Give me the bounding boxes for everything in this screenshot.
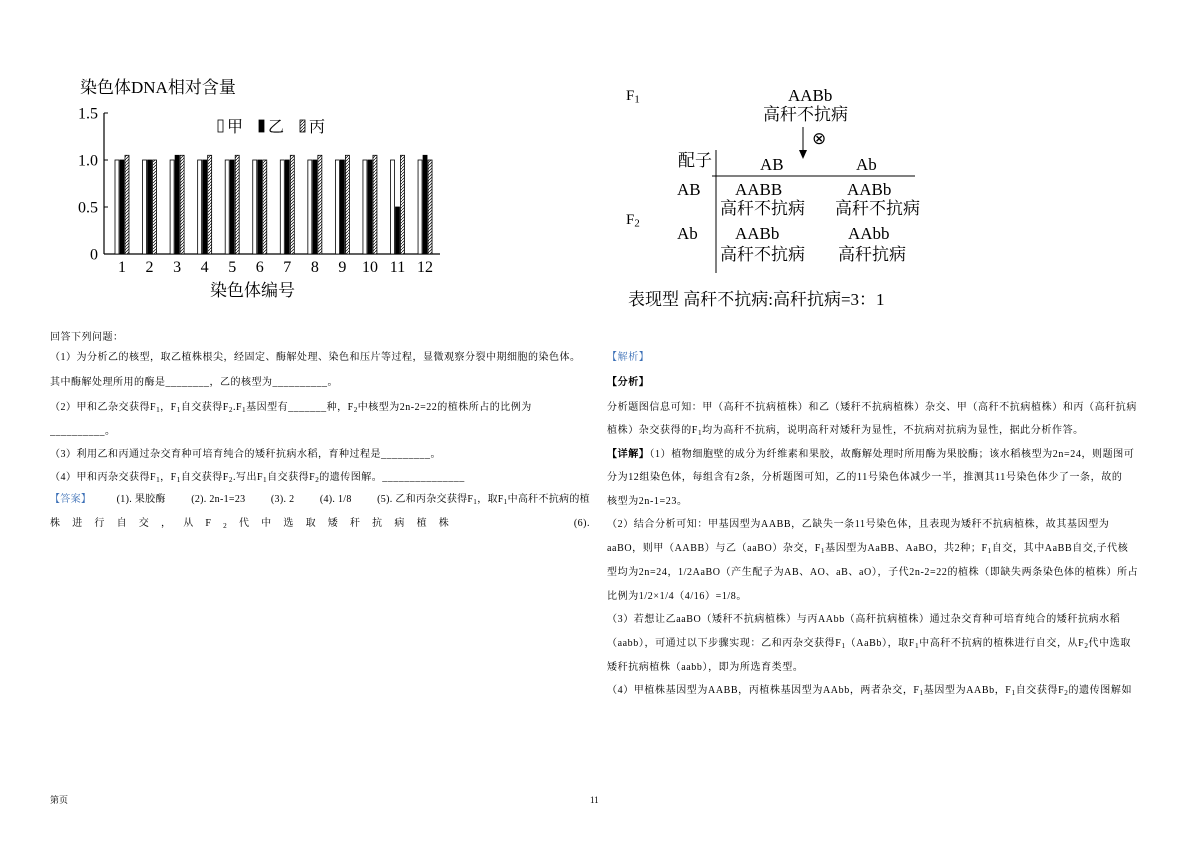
text-run: 株进行自交，从F xyxy=(50,518,224,529)
section-heading: 【详解】 xyxy=(607,449,650,460)
analysis-line xyxy=(607,376,1157,391)
question-line xyxy=(50,471,590,486)
text-run: 植株）杂交获得的F xyxy=(607,425,698,436)
x-tick-label: 11 xyxy=(389,259,406,276)
text-run: ，取F xyxy=(477,494,504,505)
x-tick-label: 10 xyxy=(361,259,378,276)
text-run: 代中选取矮秆抗病植株 xyxy=(238,518,461,529)
text-run: .F xyxy=(232,402,243,413)
x-tick-label: 8 xyxy=(310,259,319,276)
text-run: 自交获得F xyxy=(180,472,229,483)
text-run: （3）利用乙和丙通过杂交育种可培育纯合的矮秆抗病水稻，育种过程是_________。 xyxy=(50,449,441,460)
answer-item: (3). 2 xyxy=(270,494,295,505)
subscript: 2 xyxy=(223,521,239,530)
section-heading: 【分析】 xyxy=(607,377,650,388)
text-run: 其中酶解处理所用的酶是________，乙的核型为__________。 xyxy=(50,377,338,388)
analysis-line xyxy=(607,518,1157,533)
footer-page-label: 第页 xyxy=(50,795,69,805)
text-run: 基因型为AABb，F xyxy=(923,685,1012,696)
subscript: 1 xyxy=(820,546,826,555)
subscript: 1 xyxy=(914,641,920,650)
legend-label: 丙 xyxy=(309,119,326,136)
text-run: 矮秆抗病植株（aabb），即为所选育类型。 xyxy=(607,662,804,673)
f2-generation-label xyxy=(626,210,640,230)
text-run: 的遗传图解如 xyxy=(1068,685,1133,696)
subscript: 1 xyxy=(841,641,846,650)
x-tick-label: 1 xyxy=(118,259,126,276)
selfing-symbol-icon: ⊗ xyxy=(812,129,827,149)
x-tick-label: 9 xyxy=(338,259,347,276)
question-line xyxy=(50,401,590,416)
text-run: （4）甲植株基因型为AABB，丙植株基因型为AAbb，两者杂交，F xyxy=(607,685,920,696)
text-run: （4）甲和丙杂交获得F xyxy=(50,472,157,483)
row-gamete: Ab xyxy=(677,224,698,243)
question-line xyxy=(50,351,590,366)
subscript: 1 xyxy=(697,428,703,437)
analysis-line xyxy=(607,401,1157,416)
legend-label: 甲 xyxy=(227,119,244,136)
offspring-phenotype: 高秆抗病 xyxy=(838,245,906,264)
answer-item: (4). 1/8 xyxy=(319,494,352,505)
offspring-genotype: AAbb xyxy=(848,224,890,243)
subscript: 1 xyxy=(987,546,992,555)
analysis-line xyxy=(607,590,1157,605)
text-run: 基因型有_______种，F xyxy=(246,402,354,413)
text-run: 自交获得F xyxy=(267,472,316,483)
subscript: 1 xyxy=(1011,688,1016,697)
subscript: 2 xyxy=(228,405,233,414)
analysis-heading xyxy=(607,351,1157,366)
text-run: （1）植物细胞壁的成分为纤维素和果胶，故酶解处理时所用酶为果胶酶；该水稻核型为2n=24，则题图可 xyxy=(649,449,1135,460)
text-run: 核型为2n-1=23。 xyxy=(607,496,688,507)
text-run: （aabb），可通过以下步骤实现：乙和丙杂交获得F xyxy=(607,638,842,649)
x-tick-label: 4 xyxy=(200,259,209,276)
f1-generation-label xyxy=(626,86,640,106)
cross-diagram-lines xyxy=(0,0,1200,320)
text-run: __________。 xyxy=(50,426,116,437)
text-run: (5). 乙和丙杂交获得F xyxy=(377,494,474,505)
analysis-line xyxy=(607,661,1157,676)
text-run: 分为12组染色体，每组含有2条，分析题图可知，乙的11号染色体减少一半，推测其11号染色体少了一条，故的 xyxy=(607,472,1123,483)
text-run: （3）若想让乙aaBO（矮秆不抗病植株）与丙AAbb（高秆抗病植株）通过杂交育种可培育纯合的矮秆抗病水稻 xyxy=(607,614,1121,625)
x-tick-label: 12 xyxy=(417,259,434,276)
legend-label: 乙 xyxy=(268,119,285,136)
subscript: 1 xyxy=(156,475,161,484)
answer-tail: (6). xyxy=(573,518,590,529)
subscript: 1 xyxy=(473,497,478,506)
generation-letter: F xyxy=(626,212,635,228)
y-tick-label: 1.5 xyxy=(78,105,98,123)
generation-subscript: 1 xyxy=(634,93,640,106)
generation-letter: F xyxy=(626,88,635,104)
offspring-genotype: AABb xyxy=(847,180,892,199)
question-intro xyxy=(50,331,590,346)
analysis-line xyxy=(607,566,1157,581)
offspring-phenotype: 高秆不抗病 xyxy=(720,245,805,264)
text-run: 均为高秆不抗病，说明高秆对矮秆为显性，不抗病对抗病为显性，据此分析作答。 xyxy=(702,425,1084,436)
phenotype-ratio: 表现型 高秆不抗病:高秆抗病=3：1 xyxy=(628,290,885,309)
answer-item xyxy=(377,493,590,508)
text-run: 自交，其中AaBB自交,子代核 xyxy=(991,543,1129,554)
subscript: 2 xyxy=(1084,641,1089,650)
question-line xyxy=(50,376,590,391)
answer-line xyxy=(50,493,590,508)
subscript: 1 xyxy=(242,405,247,414)
analysis-line xyxy=(607,613,1157,628)
text-run: 基因型为AaBB、AaBO，共2种；F xyxy=(825,543,988,554)
analysis-line xyxy=(607,471,1157,486)
x-tick-label: 7 xyxy=(283,259,292,276)
text-run: （1）为分析乙的核型，取乙植株根尖，经固定、酶解处理、染色和压片等过程，显微观察分裂中期细胞的染色体。 xyxy=(50,352,581,363)
x-tick-label: 5 xyxy=(228,259,237,276)
text-run: （AaBb），取F xyxy=(845,638,915,649)
gamete-label: 配子 xyxy=(678,151,712,170)
subscript: 1 xyxy=(176,475,181,484)
offspring-phenotype: 高秆不抗病 xyxy=(720,199,805,218)
answer-label: 【答案】 xyxy=(50,494,92,505)
analysis-line xyxy=(607,542,1157,557)
text-run: ，F xyxy=(160,472,177,483)
column-gamete: AB xyxy=(760,155,784,174)
text-run: 代中选取 xyxy=(1088,638,1131,649)
subscript: 2 xyxy=(315,475,320,484)
text-run: 中核型为2n-2=22的植株所占的比例为 xyxy=(357,402,532,413)
subscript: 1 xyxy=(263,475,268,484)
x-tick-label: 2 xyxy=(145,259,154,276)
analysis-line xyxy=(607,684,1157,699)
analysis-line xyxy=(607,637,1157,652)
text-run: 回答下列问题： xyxy=(50,332,124,343)
answer-continuation xyxy=(50,517,461,532)
row-gamete: AB xyxy=(677,180,701,199)
chart-x-axis-title: 染色体编号 xyxy=(210,281,295,300)
subscript: 2 xyxy=(353,405,358,414)
x-tick-label: 6 xyxy=(255,259,264,276)
y-tick-label: 0 xyxy=(90,246,98,264)
f1-phenotype: 高秆不抗病 xyxy=(763,105,848,124)
offspring-genotype: AABB xyxy=(735,180,783,199)
subscript: 2 xyxy=(228,475,233,484)
cross-arrow-head xyxy=(799,150,807,159)
text-run: （2）结合分析可知：甲基因型为AABB，乙缺失一条11号染色体，且表现为矮秆不抗病植株，故其基因型为 xyxy=(607,519,1110,530)
column-gamete: Ab xyxy=(856,155,877,174)
section-label: 【解析】 xyxy=(607,352,650,363)
chart-y-axis-title: 染色体DNA相对含量 xyxy=(80,78,236,97)
f1-genotype: AABb xyxy=(788,86,833,105)
answer-item: (1). 果胶酶 xyxy=(116,494,166,505)
text-run: ，F xyxy=(160,402,177,413)
text-run: 的遗传图解。_______________ xyxy=(319,472,465,483)
text-run: 型均为2n=24，1/2AaBO（产生配子为AB、AO、aB、aO），子代2n-2=22的植株（即缺失两条染色体的植株）所占 xyxy=(607,567,1139,578)
offspring-genotype: AABb xyxy=(735,224,780,243)
text-run: 自交获得F xyxy=(180,402,229,413)
y-tick-label: 0.5 xyxy=(78,199,98,217)
text-run: 自交获得F xyxy=(1015,685,1065,696)
analysis-line xyxy=(607,495,1157,510)
subscript: 1 xyxy=(503,497,508,506)
generation-subscript: 2 xyxy=(634,217,640,230)
question-line xyxy=(50,425,590,440)
text-run: 分析题图信息可知：甲（高秆不抗病植株）和乙（矮秆不抗病植株）杂交、甲（高秆不抗病植株）和丙（高秆抗病 xyxy=(607,402,1137,413)
analysis-line xyxy=(607,424,1157,439)
answer-item: (2). 2n-1=23 xyxy=(191,494,246,505)
subscript: 1 xyxy=(176,405,181,414)
text-run: aaBO，则甲（AABB）与乙（aaBO）杂交，F xyxy=(607,543,821,554)
offspring-phenotype: 高秆不抗病 xyxy=(835,199,920,218)
footer-page-number: 11 xyxy=(590,795,599,805)
answer-continuation-line xyxy=(50,517,590,532)
question-line xyxy=(50,448,590,463)
y-tick-label: 1.0 xyxy=(78,152,98,170)
subscript: 1 xyxy=(919,688,924,697)
text-run: 比例为1/2×1/4（4/16）=1/8。 xyxy=(607,591,747,602)
text-run: 中高秆不抗病的植株进行自交，从F xyxy=(919,638,1085,649)
analysis-line xyxy=(607,448,1157,463)
subscript: 1 xyxy=(156,405,161,414)
x-tick-label: 3 xyxy=(173,259,182,276)
text-run: 中高秆不抗病的植 xyxy=(507,494,590,505)
text-run: .写出F xyxy=(232,472,264,483)
subscript: 2 xyxy=(1064,688,1069,697)
text-run: （2）甲和乙杂交获得F xyxy=(50,402,157,413)
